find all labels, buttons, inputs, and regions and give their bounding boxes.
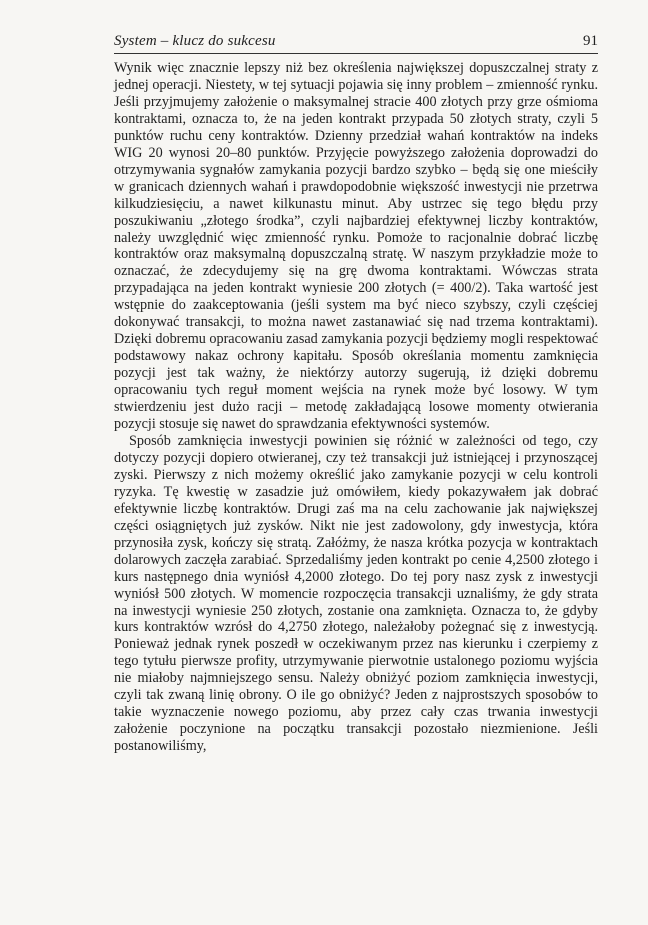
page-header <box>114 31 598 54</box>
paragraph: Wynik więc znacznie lepszy niż bez określenia największej dopuszczalnej straty z jednej operacji. Niestety, w tej sytuacji pojawia się inny problem – zmienność rynku. Jeśli przyjmujemy założenie o maksymalnej stracie 400 złotych przy grze ośmioma kontraktami, oznacza to, że na jeden kontrakt przypada 50 złotych straty, czyli 5 punktów ruchu ceny kontraktów. Dzienny przedział wahań kontraktów na indeks WIG 20 wynosi 20–80 punktów. Przyjęcie powyższego założenia doprowadzi do otrzymywania sygnałów zamykania pozycji bardzo szybko – będą się one mieściły w granicach dziennych wahań i prawdopodobnie większość inwestycji nie przetrwa kilkudziesięciu, a nawet kilkunastu minut. Aby ustrzec się tego błędu przy poszukiwaniu „złotego środka”, czyli najbardziej efektywnej liczby kontraktów, należy uwzględnić więc zmienność rynku. Pomoże to racjonalnie dobrać liczbę kontraktów oraz maksymalną dopuszczalną stratę. W naszym przykładzie może to oznaczać, że zdecydujemy się na grę dwoma kontraktami. Wówczas strata przypadająca na jeden kontrakt wyniesie 200 złotych (= 400/2). Taka wartość jest wstępnie do zaakceptowania (jeśli system ma być nieco szybszy, czyli częściej dokonywać transakcji, to można nawet zastanawiać się nad trzema kontraktami). Dzięki dobremu opracowaniu zasad zamykania pozycji będziemy mogli respektować podstawowy nakaz ochrony kapitału. Sposób określania momentu zamknięcia pozycji jest tak ważny, że niektórzy autorzy sugerują, iż dzięki dobremu opracowaniu tych reguł moment wejścia na rynek może być losowy. W tym stwierdzeniu jest dużo racji – metodę zakładającą losowe momenty otwierania pozycji stosuje się nawet do sprawdzania efektywności systemów. <box>114 60 598 433</box>
body-text <box>114 60 598 755</box>
running-title: System – klucz do sukcesu <box>114 33 276 49</box>
paragraph: Sposób zamknięcia inwestycji powinien się różnić w zależności od tego, czy dotyczy pozycji dopiero otwieranej, czy też transakcji już istniejącej i przynoszącej zyski. Pierwszy z nich możemy określić jako zamykanie pozycji w celu kontroli ryzyka. Tę kwestię w zasadzie już omówiłem, kiedy pokazywałem jak dobrać efektywnie liczbę kontraktów. Drugi zaś ma na celu zachowanie jak największej części osiągniętych już zysków. Nikt nie jest zadowolony, gdy inwestycja, która przynosiła zysk, kończy się stratą. Załóżmy, że nasza krótka pozycja w kontraktach dolarowych zaczęła zarabiać. Sprzedaliśmy jeden kontrakt po cenie 4,2500 złotego i kurs następnego dnia wyniósł 4,2000 złotego. Do tej pory nasz zysk z inwestycji wyniósł 500 złotych. W momencie rozpoczęcia transakcji uznaliśmy, że gdy strata na inwestycji wyniesie 250 złotych, zostanie ona zamknięta. Oznacza to, że gdyby kurs kontraktów wzrósł do 4,2750 złotego, należałoby pożegnać się z inwestycją. Ponieważ jednak rynek poszedł w oczekiwanym przez nas kierunku i czerpiemy z tego tytułu pierwsze profity, utrzymywanie pierwotnie ustalonego poziomu wyjścia nie miałoby najmniejszego sensu. Należy obniżyć poziom zamknięcia inwestycji, czyli tak zwaną linię obrony. O ile go obniżyć? Jeden z najprostszych sposobów to takie wyznaczenie nowego poziomu, aby przez cały czas trwania inwestycji założenie poczynione na początku transakcji pozostało niezmienione. Jeśli postanowiliśmy, <box>114 432 598 755</box>
page-number: 91 <box>583 33 598 49</box>
